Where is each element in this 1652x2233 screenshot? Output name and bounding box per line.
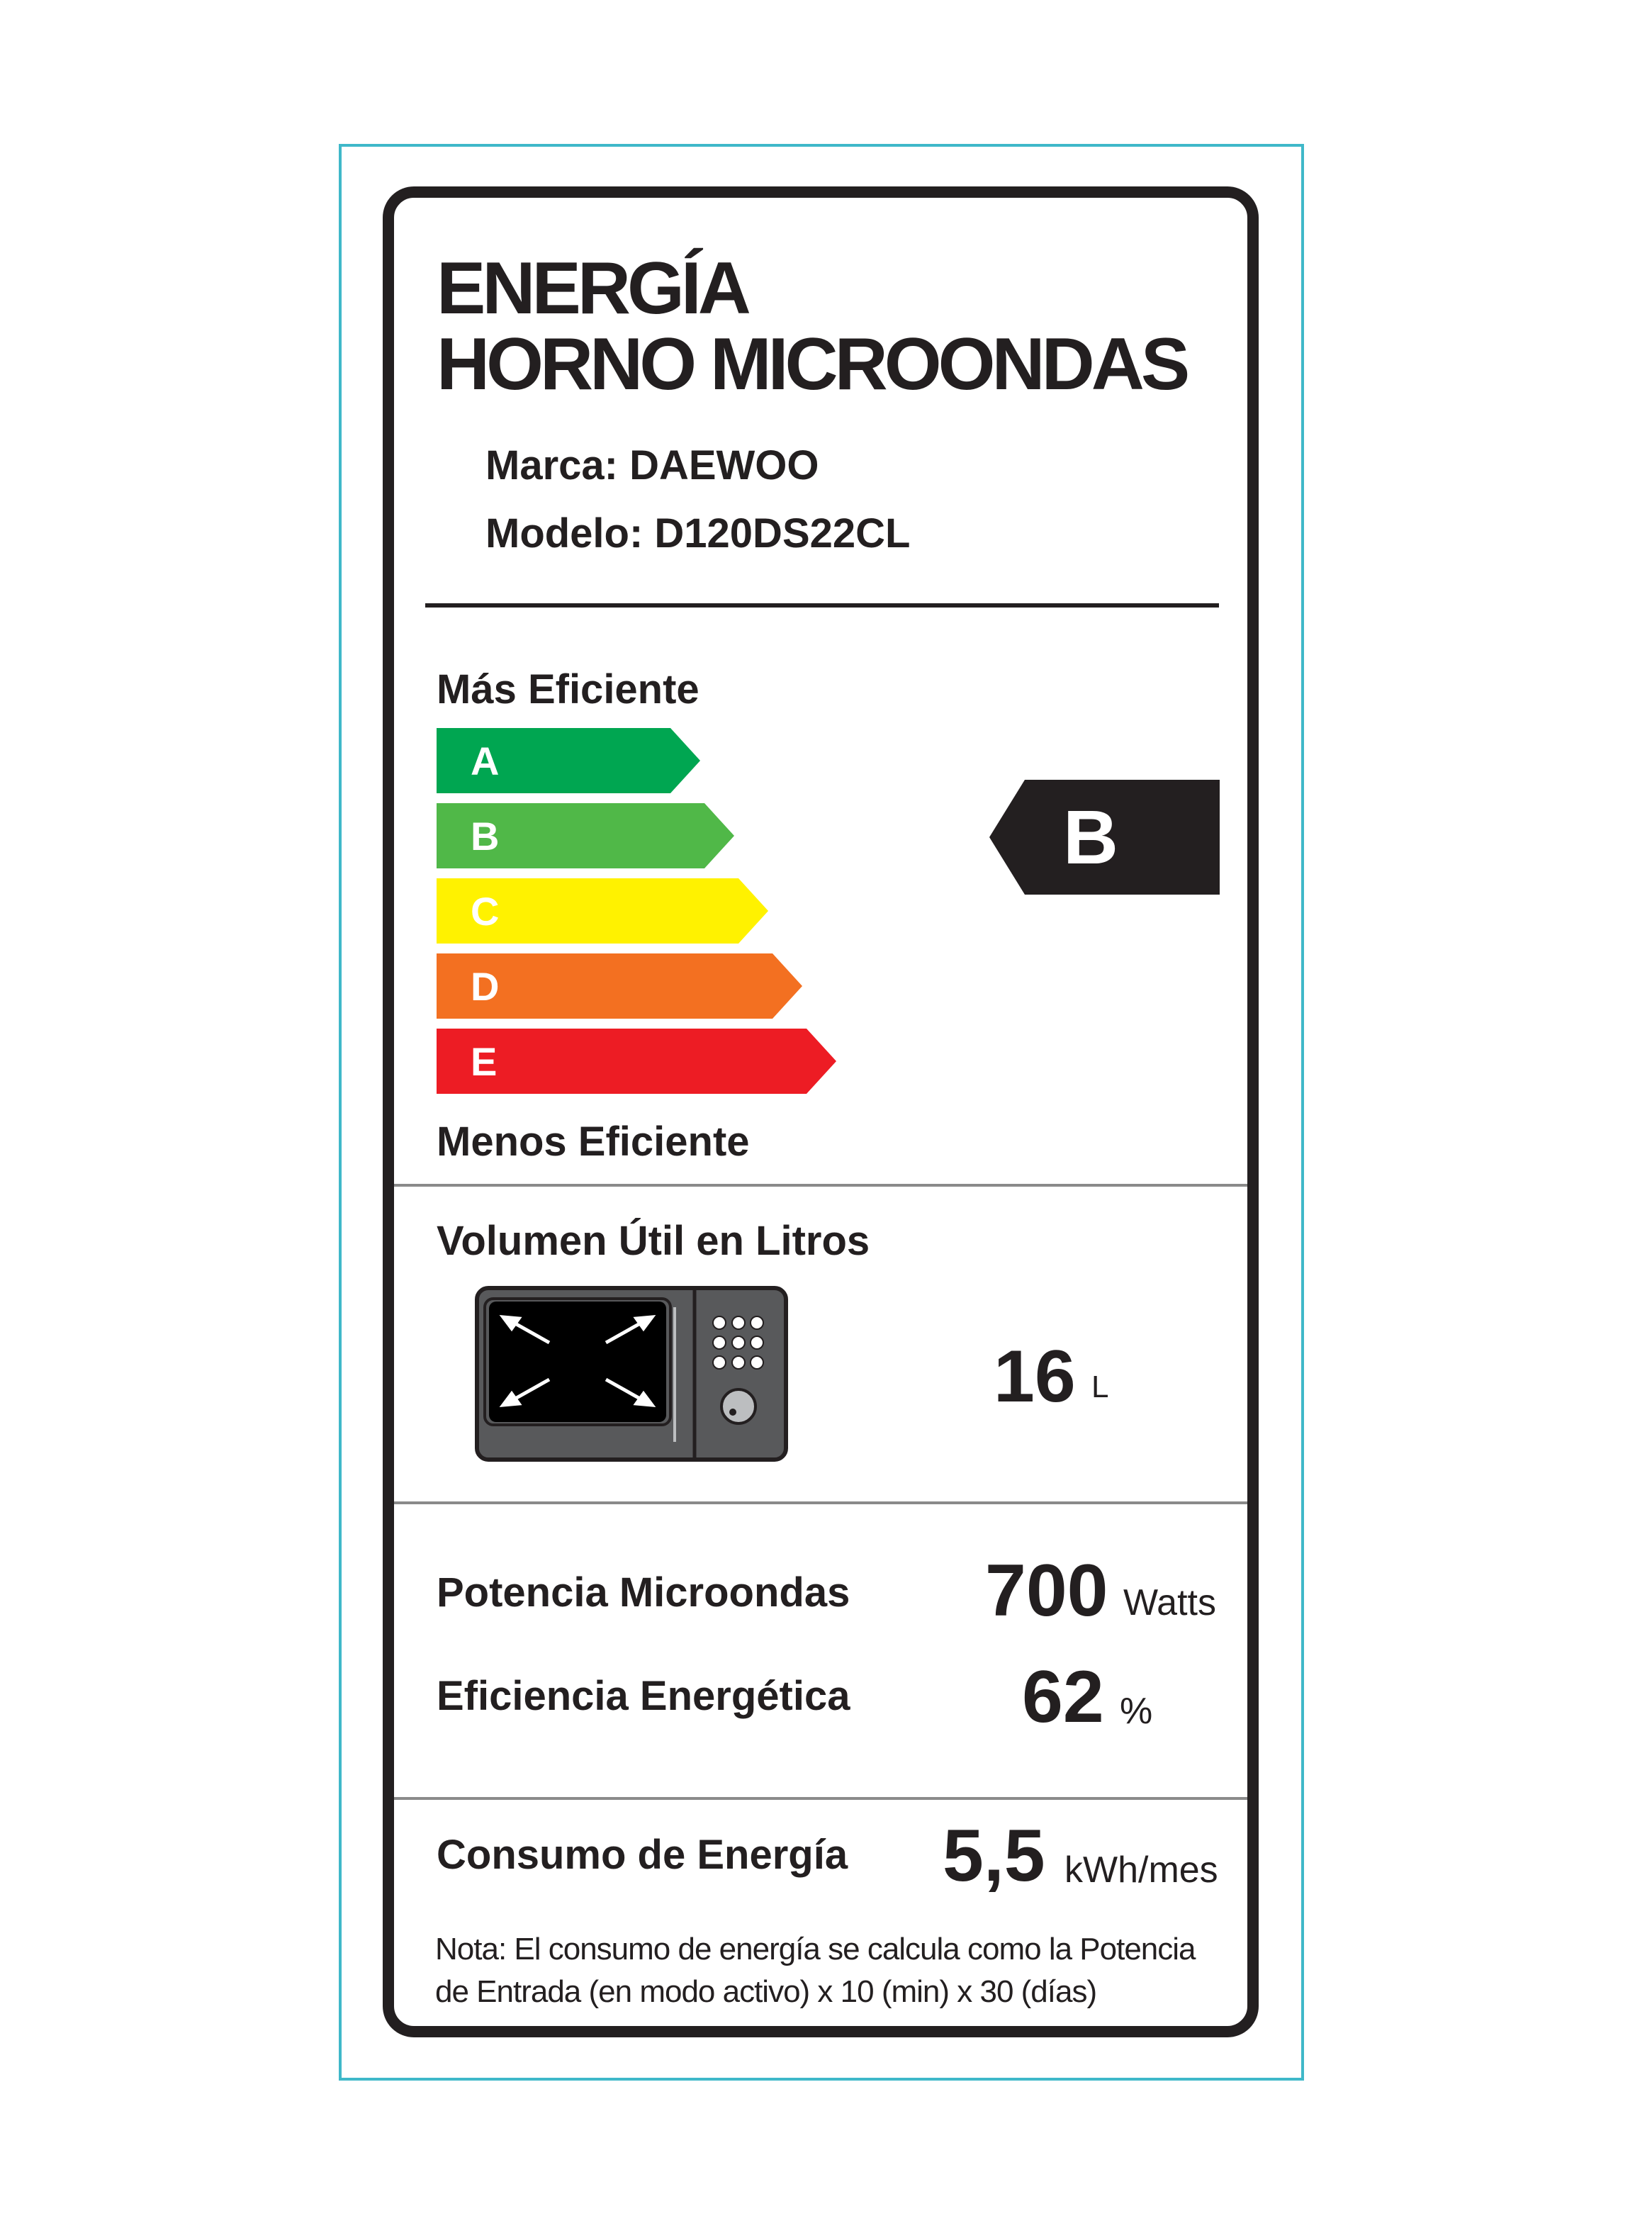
rating-letter: B <box>1063 794 1118 880</box>
section-divider-1 <box>394 1184 1247 1187</box>
volume-value: 16 <box>994 1336 1076 1418</box>
volume-label: Volumen Útil en Litros <box>437 1218 870 1264</box>
efficiency-bar-letter-a: A <box>471 739 500 783</box>
efficiency-bar-letter-b: B <box>471 814 500 858</box>
efficiency-bar-letter-d: D <box>471 964 500 1009</box>
note-line-2: de Entrada (en modo activo) x 10 (min) x 30 (días) <box>435 1974 1097 2009</box>
model-label: Modelo: D120DS22CL <box>485 510 911 556</box>
microwave-icon <box>475 1286 790 1463</box>
power-value: 700 <box>985 1550 1108 1632</box>
least-efficient-label: Menos Eficiente <box>437 1119 750 1165</box>
consumption-value: 5,5 <box>943 1815 1045 1897</box>
title-line-2: HORNO MICROONDAS <box>437 323 1187 405</box>
most-efficient-label: Más Eficiente <box>437 666 699 712</box>
power-label: Potencia Microondas <box>437 1569 850 1616</box>
efficiency-value: 62 <box>1022 1656 1104 1738</box>
efficiency-unit: % <box>1120 1691 1153 1732</box>
section-divider-2 <box>394 1501 1247 1504</box>
consumption-unit: kWh/mes <box>1064 1849 1218 1891</box>
efficiency-bar-letter-c: C <box>471 889 500 934</box>
power-unit: Watts <box>1123 1582 1216 1623</box>
brand-label: Marca: DAEWOO <box>485 442 819 488</box>
volume-unit: L <box>1091 1370 1109 1404</box>
efficiency-label: Eficiencia Energética <box>437 1673 850 1719</box>
consumption-label: Consumo de Energía <box>437 1832 848 1878</box>
title-line-1: ENERGÍA <box>437 247 748 330</box>
section-divider-3 <box>394 1797 1247 1800</box>
efficiency-bar-letter-e: E <box>471 1039 498 1084</box>
note-line-1: Nota: El consumo de energía se calcula como la Potencia <box>435 1932 1196 1966</box>
